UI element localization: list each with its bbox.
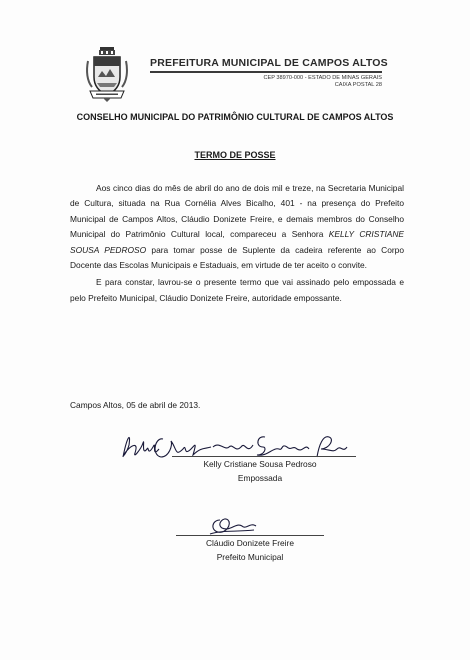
document-title: TERMO DE POSSE <box>194 150 276 160</box>
body-paragraph-2: E para constar, lavrou-se o presente termo que vai assinado pelo empossada e pelo Prefeito Municipal, Cláudio Donizete Freire, autoridade empossante. <box>70 277 404 303</box>
p1-text-before: Aos cinco dias do mês de abril do ano de dois mil e treze, na Secretaria Municipal de Cultura, situada na Rua Cornélia Alves Bicalho, 401 - na presença do Prefeito Municipal de Campos Altos, Cláudio Donizete Freire, e demais membros do Conselho Municipal do Patrimônio Cultural local, compareceu a Senhora <box>70 183 404 240</box>
signatory-1-role: Empossada <box>237 473 283 483</box>
dateline: Campos Altos, 05 de abril de 2013. <box>70 400 201 410</box>
inductee-name: KELLY CRISTIANE SOUSA PEDROSO <box>70 229 404 255</box>
council-heading: CONSELHO MUNICIPAL DO PATRIMÔNIO CULTURAL DE CAMPOS ALTOS <box>76 112 394 122</box>
body-paragraph-1 <box>70 181 404 273</box>
letterhead-cep: CEP 38970-000 - ESTADO DE MINAS GERAIS <box>263 75 382 81</box>
signatory-1-name: Kelly Cristiane Sousa Pedroso <box>203 459 317 469</box>
letterhead-caixa-postal: CAIXA POSTAL 28 <box>334 82 382 88</box>
signature-line-2 <box>176 535 324 536</box>
document-body <box>70 181 404 306</box>
signatory-2-role: Prefeito Municipal <box>216 552 284 562</box>
letterhead-title: PREFEITURA MUNICIPAL DE CAMPOS ALTOS <box>150 57 388 69</box>
signature-line-1 <box>172 456 356 457</box>
signatory-2-name: Cláudio Donizete Freire <box>206 538 294 548</box>
letterhead-rule <box>150 71 382 73</box>
coat-of-arms-icon <box>84 47 130 103</box>
p1-text-after: para tomar posse de Suplente da cadeira referente ao Corpo Docente das Escolas Municipais e Estaduais, em virtude de ter aceito o convite. <box>70 244 404 271</box>
document-title-wrap <box>0 150 470 160</box>
